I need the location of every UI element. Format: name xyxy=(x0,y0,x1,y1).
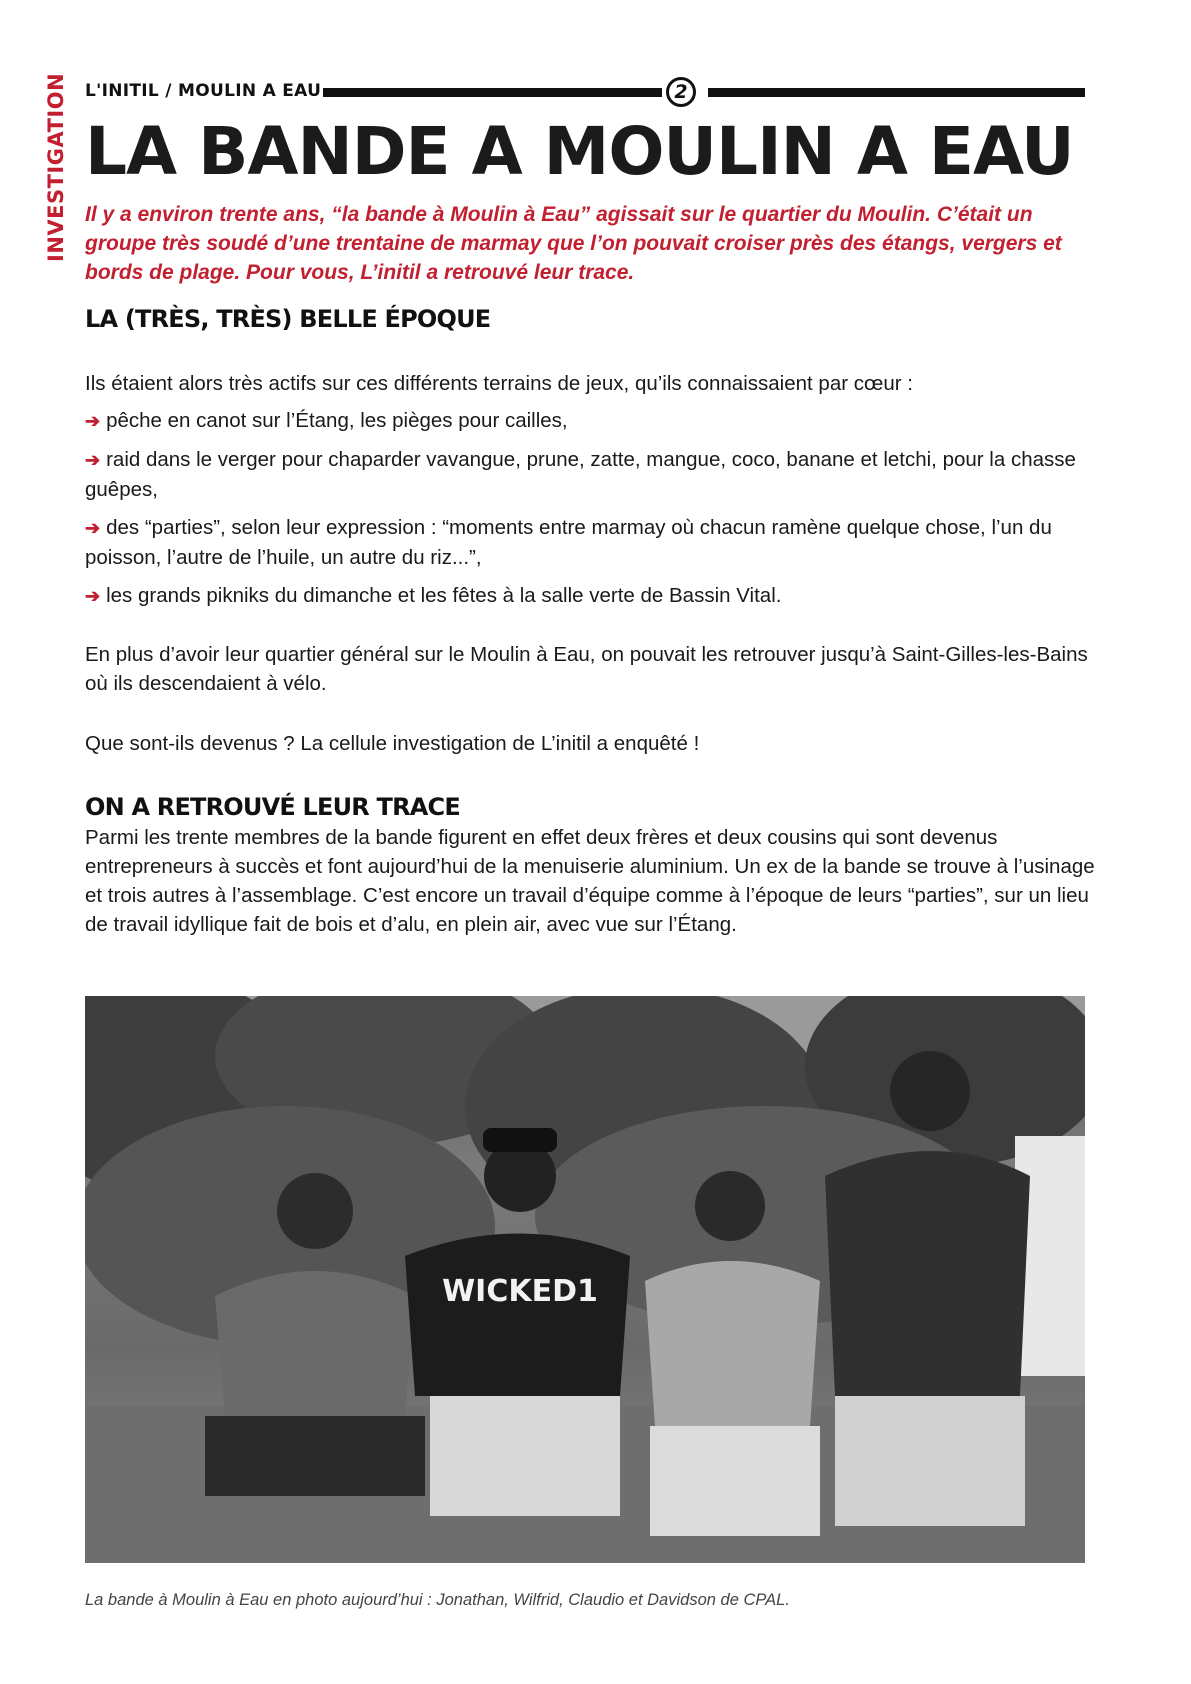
red-arrow-icon: ➔ xyxy=(85,586,101,606)
list-item-text: les grands pikniks du dimanche et les fêtes à la salle verte de Bassin Vital. xyxy=(106,584,782,607)
person-head xyxy=(277,1173,353,1249)
paragraph-headquarters: En plus d’avoir leur quartier général sur le Moulin à Eau, on pouvait les retrouver jusqu’à Saint-Gilles-les-Bains où ils descendaient à vélo. xyxy=(85,643,1088,695)
group-photo-illustration xyxy=(85,996,1085,1563)
header-rule-left xyxy=(323,88,662,97)
header-rule-right xyxy=(708,88,1085,97)
red-arrow-icon: ➔ xyxy=(85,518,101,538)
person-head xyxy=(695,1171,765,1241)
person-shorts xyxy=(430,1396,620,1516)
paragraph-trace: Parmi les trente membres de la bande figurent en effet deux frères et deux cousins qui sont devenus entrepreneurs à succès et font aujourd’hui de la menuiserie aluminium. Un ex de la bande se trouve à l’usinage et trois autres à l’assemblage. C’est encore un travail d’équipe comme à l’époque de leurs “parties”, sur un lieu de travail idyllique fait de bois et d’alu, en plein air, avec vue sur l’Étang. xyxy=(85,826,1095,936)
article-lede: Il y a environ trente ans, “la bande à Moulin à Eau” agissait sur le quartier du Moulin. C’était un groupe très soudé d’une trentaine de marmay que l’on pouvait croiser près des étangs, vergers et bords de plage. Pour vous, L’initil a retrouvé leur trace. xyxy=(85,203,1062,284)
person-shirt xyxy=(215,1271,415,1416)
activity-list xyxy=(85,406,1095,620)
list-item-text: des “parties”, selon leur expression : “moments entre marmay où chacun ramène quelque chose, l’un du poisson, l’autre de l’huile, un autre du riz...”, xyxy=(85,516,1052,569)
red-arrow-icon: ➔ xyxy=(85,450,101,470)
person-shirt xyxy=(405,1234,630,1397)
running-head: L'INITIL / MOULIN A EAU xyxy=(85,81,322,101)
paragraph-question: Que sont-ils devenus ? La cellule investigation de L’initil a enquêté ! xyxy=(85,732,700,755)
shirt-text: WICKED1 xyxy=(442,1274,598,1309)
person-shorts xyxy=(835,1396,1025,1526)
list-item xyxy=(85,513,1095,572)
section-tag: INVESTIGATION xyxy=(44,72,68,262)
person-head xyxy=(890,1051,970,1131)
person-cap xyxy=(483,1128,557,1152)
section-heading-trace: ON A RETROUVÉ LEUR TRACE xyxy=(85,793,460,821)
page-header xyxy=(85,78,1085,108)
article-title: LA BANDE A MOULIN A EAU xyxy=(85,113,1074,190)
section-heading-epoque: LA (TRÈS, TRÈS) BELLE ÉPOQUE xyxy=(85,305,491,333)
person-shorts xyxy=(650,1426,820,1536)
red-arrow-icon: ➔ xyxy=(85,411,101,431)
group-photo xyxy=(85,996,1085,1563)
person-shorts xyxy=(205,1416,425,1496)
list-item xyxy=(85,445,1095,504)
list-item xyxy=(85,581,1095,611)
list-item xyxy=(85,406,1095,436)
page-number-badge: 2 xyxy=(666,77,696,107)
list-item-text: raid dans le verger pour chaparder vavangue, prune, zatte, mangue, coco, banane et letchi, pour la chasse guêpes, xyxy=(85,448,1076,501)
photo-caption: La bande à Moulin à Eau en photo aujourd’hui : Jonathan, Wilfrid, Claudio et Davidson de CPAL. xyxy=(85,1591,790,1609)
section-intro: Ils étaient alors très actifs sur ces différents terrains de jeux, qu’ils connaissaient par cœur : xyxy=(85,372,913,395)
list-item-text: pêche en canot sur l’Étang, les pièges pour cailles, xyxy=(106,409,568,432)
person-shirt xyxy=(645,1261,820,1426)
person-shirt xyxy=(825,1151,1030,1396)
